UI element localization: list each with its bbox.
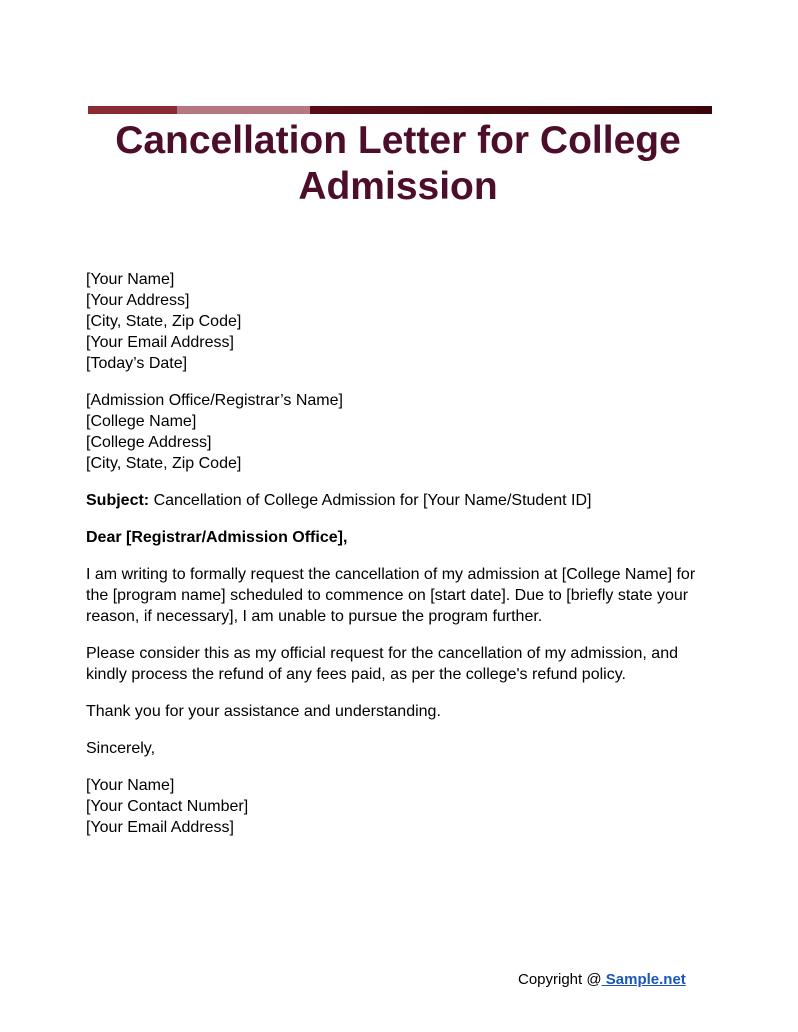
sample-net-link[interactable]: Sample.net — [601, 971, 686, 988]
accent-bar-segment-1 — [88, 106, 177, 114]
recipient-name: [Admission Office/Registrar’s Name] — [86, 392, 343, 409]
body-paragraph: Please consider this as my official request for the cancellation of my admission, and kindly process the refund of any fees paid, as per the college's refund policy. — [86, 645, 678, 683]
recipient-address: [College Address] — [86, 434, 212, 451]
recipient-college: [College Name] — [86, 413, 197, 430]
header-accent-bar — [88, 106, 712, 114]
salutation: Dear [Registrar/Admission Office], — [86, 529, 348, 546]
subject-line — [86, 490, 706, 511]
body-paragraph: I am writing to formally request the cancellation of my admission at [College Name] for the [program name] scheduled to commence on [start date]. Due to [briefly state your reason, if necessary], I am unable to pursue the program further. — [86, 566, 696, 625]
sender-email: [Your Email Address] — [86, 334, 234, 351]
closing: Sincerely, — [86, 740, 156, 757]
signature-block — [86, 775, 706, 838]
subject-text: Cancellation of College Admission for [Your Name/Student ID] — [149, 492, 592, 509]
sender-address: [Your Address] — [86, 292, 190, 309]
signature-name: [Your Name] — [86, 777, 175, 794]
sender-city-state-zip: [City, State, Zip Code] — [86, 313, 242, 330]
signature-contact: [Your Contact Number] — [86, 798, 249, 815]
recipient-city-state-zip: [City, State, Zip Code] — [86, 455, 242, 472]
sender-block — [86, 269, 706, 374]
body-paragraph: Thank you for your assistance and understanding. — [86, 703, 441, 720]
accent-bar-segment-2 — [177, 106, 310, 114]
letter-title: Cancellation Letter for College Admission — [115, 119, 681, 208]
accent-bar-segment-3 — [310, 106, 712, 114]
subject-label: Subject: — [86, 492, 150, 509]
sender-name: [Your Name] — [86, 271, 175, 288]
copyright-footer — [518, 970, 686, 990]
recipient-block — [86, 390, 706, 474]
letter-date: [Today’s Date] — [86, 355, 188, 372]
letter-body — [86, 269, 706, 838]
signature-email: [Your Email Address] — [86, 819, 234, 836]
copyright-text: Copyright @ — [518, 971, 602, 988]
